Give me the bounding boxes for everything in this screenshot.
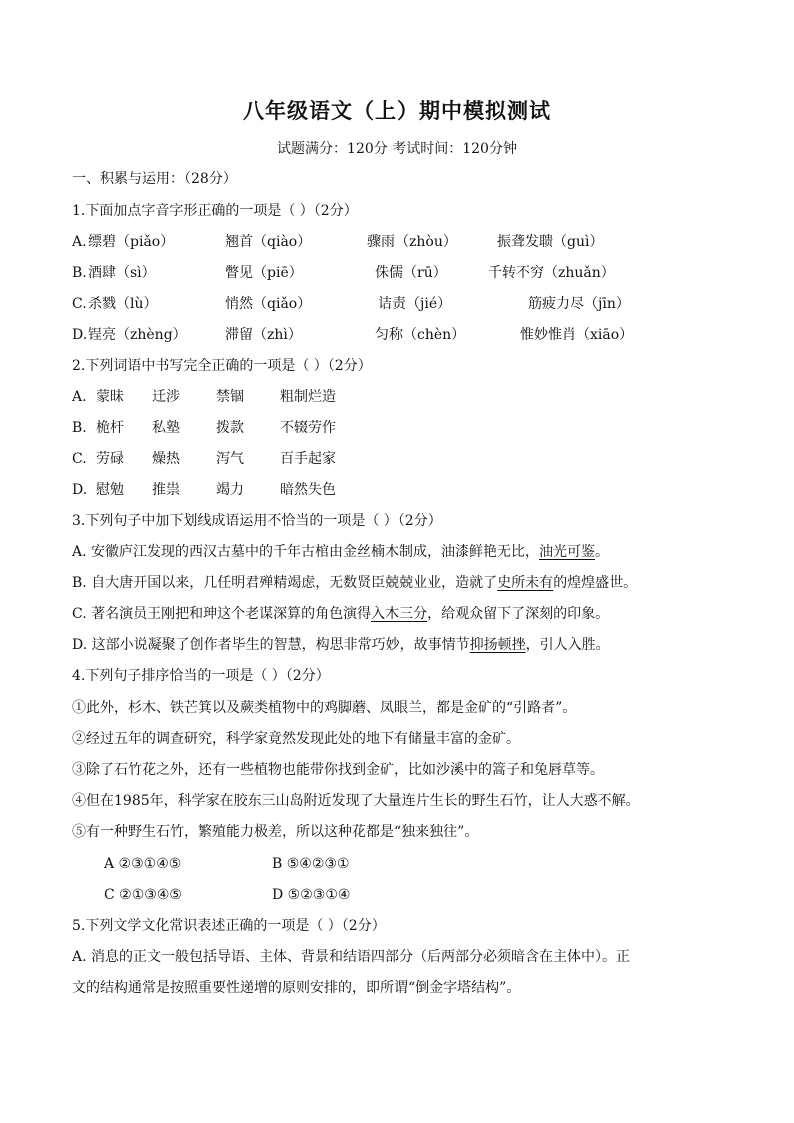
option-word: 泻气 — [216, 451, 244, 467]
option-text: A. 安徽庐江发现的西汉古墓中的千年古棺由金丝楠木制成，油漆鲜艳无比， — [72, 544, 540, 560]
option-text: ，给观众留下了深刻的印象。 — [427, 606, 610, 622]
question-3-option-b — [72, 574, 637, 592]
option-word: 拨款 — [216, 420, 244, 436]
question-5-option-a: A. 消息的正文一般包括导语、主体、背景和结语四部分（后两部分必须暗含在主体中）。正 — [72, 949, 631, 965]
sentence-5: ⑤有一种野生石竹，繁殖能力极差，所以这种花都是“独来独往”。 — [72, 824, 479, 840]
underlined-idiom: 史所未有 — [497, 575, 554, 591]
option-word: 蒙昧 — [96, 389, 124, 405]
option-label: C. — [72, 451, 87, 467]
underlined-idiom: 入木三分 — [371, 606, 428, 622]
question-5-option-a-cont: 文的结构通常是按照重要性递增的原则安排的，即所谓“倒金字塔结构”。 — [72, 980, 521, 996]
sentence-1: ①此外，杉木、铁芒箕以及蕨类植物中的鸡脚蘑、凤眼兰，都是金矿的“引路者”。 — [72, 700, 577, 716]
question-4-option-b: B ⑤④②③① — [272, 856, 350, 872]
option-word: 劳碌 — [96, 451, 124, 467]
option-text: 。 — [595, 544, 610, 560]
exam-info: 试题满分：120分 考试时间：120分钟 — [277, 141, 517, 157]
option-word: 惟妙惟肖（xiāo） — [520, 327, 634, 343]
option-word: 禁锢 — [216, 389, 244, 405]
sentence-4: ④但在1985年，科学家在胶东三山岛附近发现了大量连片生长的野生石竹，让人大惑不解。 — [72, 793, 640, 809]
option-word: 推祟 — [152, 482, 180, 498]
option-label: A. — [72, 389, 87, 405]
option-word: 不辍劳作 — [280, 420, 336, 436]
question-4-option-c: C ②①③④⑤ — [104, 887, 182, 903]
option-word: 慰勉 — [96, 482, 124, 498]
option-word: 粗制烂造 — [280, 389, 336, 405]
option-word: 酒肆（sì） — [88, 265, 156, 281]
option-word: 瞥见（piē） — [225, 265, 303, 281]
question-3-option-c — [72, 605, 609, 623]
underlined-idiom: 抑扬顿挫 — [469, 637, 526, 653]
option-label: D. — [72, 327, 88, 343]
option-word: 侏儒（rū） — [375, 265, 447, 281]
option-label: B. — [72, 420, 87, 436]
option-word: 滞留（zhì） — [225, 327, 302, 343]
question-5-stem: 5.下列文学文化常识表述正确的一项是（ ）（2分） — [72, 918, 386, 934]
option-word: 筋疲力尽（jīn） — [528, 296, 630, 312]
option-word: 暗然失色 — [280, 482, 336, 498]
underlined-idiom: 油光可鉴 — [539, 544, 596, 560]
option-text: ，引人入胜。 — [525, 637, 610, 653]
option-word: 竭力 — [216, 482, 244, 498]
question-3-option-a — [72, 543, 609, 561]
option-text: B. 自大唐开国以来，几任明君殚精竭虑，无数贤臣兢兢业业，造就了 — [72, 575, 498, 591]
option-label: C. — [72, 296, 87, 312]
option-word: 振聋发聩（guì） — [497, 234, 604, 250]
option-word: 迁涉 — [152, 389, 180, 405]
question-4-option-d: D ⑤②③①④ — [272, 887, 351, 903]
option-word: 悄然（qiǎo） — [225, 296, 312, 312]
option-text: D. 这部小说凝聚了创作者毕生的智慧，构思非常巧妙，故事情节 — [72, 637, 470, 653]
question-4-stem: 4.下列句子排序恰当的一项是（ ）（2分） — [72, 668, 330, 684]
section-heading: 一、积累与运用：（28分） — [72, 171, 237, 187]
option-label: B. — [72, 265, 87, 281]
option-word: 匀称（chèn） — [375, 327, 466, 343]
option-word: 翘首（qiào） — [225, 234, 312, 250]
option-word: 骤雨（zhòu） — [367, 234, 457, 250]
page-title: 八年级语文（上）期中模拟测试 — [243, 98, 551, 123]
sentence-2: ②经过五年的调查研究，科学家竟然发现此处的地下有储量丰富的金矿。 — [72, 731, 520, 747]
question-3-option-d — [72, 636, 610, 654]
option-label: D. — [72, 482, 88, 498]
option-word: 私塾 — [152, 420, 180, 436]
question-4-option-a: A ②③①④⑤ — [104, 856, 182, 872]
option-word: 千转不穷（zhuǎn） — [488, 265, 615, 281]
option-word: 诘责（jié） — [378, 296, 452, 312]
question-2-stem: 2.下列词语中书写完全正确的一项是（ ）（2分） — [72, 358, 372, 374]
sentence-3: ③除了石竹花之外，还有一些植物也能带你找到金矿，比如沙溪中的篙子和兔唇草等。 — [72, 762, 604, 778]
option-word: 桅杆 — [96, 420, 124, 436]
option-word: 燥热 — [152, 451, 180, 467]
option-word: 杀戮（lù） — [88, 296, 158, 312]
question-1-stem: 1.下面加点字音字形正确的一项是（ ）（2分） — [72, 203, 358, 219]
option-label: A. — [72, 234, 87, 250]
option-word: 缥碧（piǎo） — [88, 234, 175, 250]
option-word: 百手起家 — [280, 451, 336, 467]
option-text: 的煌煌盛世。 — [553, 575, 638, 591]
question-3-stem: 3.下列句子中加下划线成语运用不恰当的一项是（ ）（2分） — [72, 513, 442, 529]
option-word: 锃亮（zhèng） — [88, 327, 187, 343]
option-text: C. 著名演员王刚把和珅这个老谋深算的角色演得 — [72, 606, 372, 622]
